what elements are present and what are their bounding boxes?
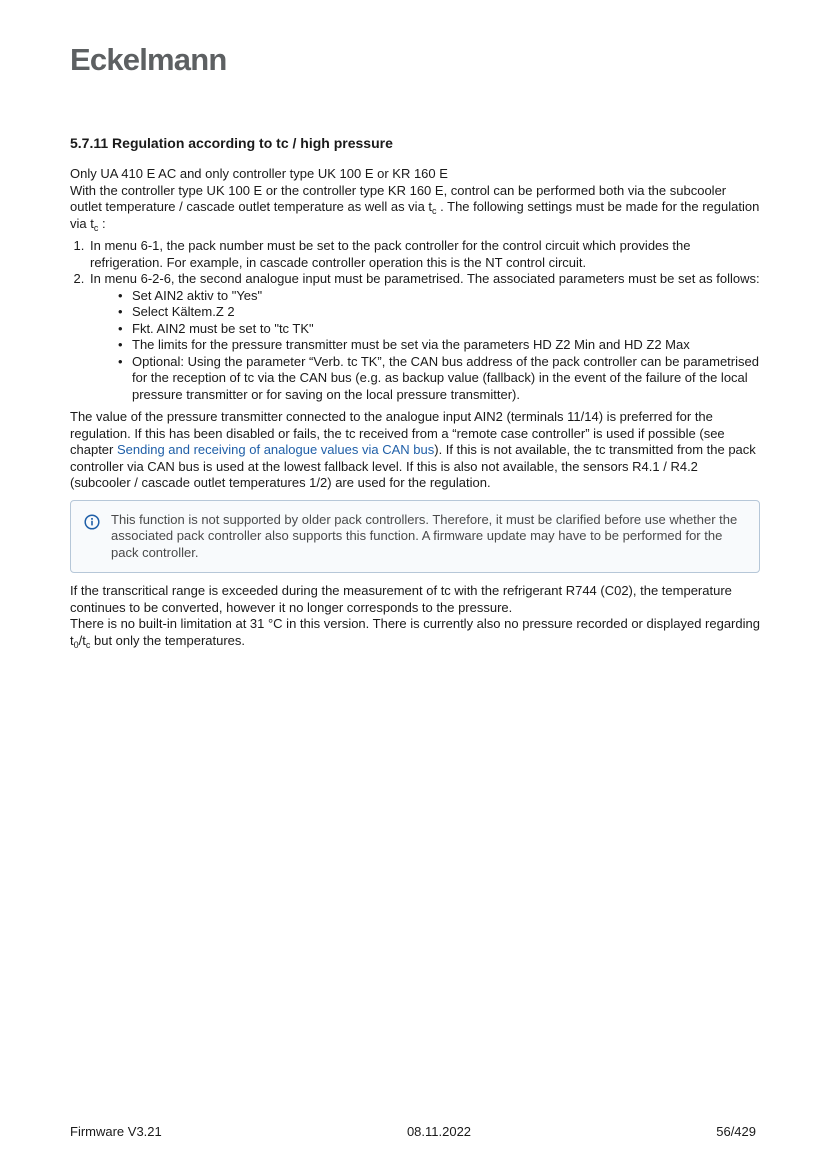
transcritical-line2: There is no built-in limitation at 31 °C in this version. There is currently also no pressure recorded or displayed regarding t <box>70 616 760 648</box>
intro-line2b: . The following settings must be made for the regulation via t <box>70 199 760 231</box>
fallback-text-end: ). If this is not available, the tc transmitted from the pack controller via CAN bus is used at the lowest fallback level. If this is also not available, the sensors R4.1 / R4.2 (subcooler / cascade outlet temperatures 1/2) are used for the regulation. <box>70 442 756 490</box>
step-text: In menu 6-2-6, the second analogue input must be parametrised. The associated parameters must be set as follows: <box>90 271 760 286</box>
document-content <box>70 134 760 655</box>
transcritical-line2-end: but only the temperatures. <box>90 632 246 648</box>
settings-steps <box>70 238 760 403</box>
can-bus-chapter-link[interactable]: Sending and receiving of analogue values via CAN bus <box>116 442 435 457</box>
intro-paragraph <box>70 166 760 232</box>
subscript-c: c <box>85 639 91 650</box>
section-heading: 5.7.11 Regulation according to tc / high pressure <box>70 135 393 151</box>
slash-t: /t <box>78 632 86 648</box>
bullet-item: • Set AIN2 aktiv to "Yes" <box>118 288 760 305</box>
subscript-c: c <box>432 206 437 216</box>
intro-line1: Only UA 410 E AC and only controller type UK 100 E or KR 160 E <box>70 166 448 181</box>
document-date: 08.11.2022 <box>406 1124 472 1139</box>
eckelmann-logo: Eckelmann <box>70 42 227 77</box>
subscript-c: c <box>93 222 99 233</box>
bullet-item: • The limits for the pressure transmitter must be set via the parameters HD Z2 Min and HD Z2 Max <box>118 337 760 354</box>
subscript-0: 0 <box>73 639 79 650</box>
step-item <box>88 238 760 271</box>
transcritical-paragraph <box>70 583 760 649</box>
intro-line2c: : <box>98 215 106 231</box>
parameter-list <box>90 288 760 404</box>
info-icon <box>84 514 100 530</box>
page-footer <box>70 1124 756 1139</box>
intro-line2a: With the controller type UK 100 E or the controller type KR 160 E, control can be performed both via the subcooler outlet temperature / cascade outlet temperature as well as via t <box>70 182 727 214</box>
bullet-item: • Select Kältem.Z 2 <box>118 304 760 321</box>
bullet-item: • Optional: Using the parameter “Verb. tc TK”, the CAN bus address of the pack controller can be parametrised for the reception of tc via the CAN bus (e.g. as backup value (fallback) in the event of the failure of the local pressure transmitter or for saving on the local pressure transmitter). <box>118 354 760 404</box>
page-number: 56/429 <box>716 1124 756 1139</box>
fallback-paragraph <box>70 409 760 492</box>
info-note <box>70 500 760 574</box>
transcritical-line1: If the transcritical range is exceeded during the measurement of tc with the refrigerant R744 (C02), the temperature continues to be converted, however it no longer corresponds to the pressure. <box>70 583 732 615</box>
step-text: In menu 6-1, the pack number must be set to the pack controller for the control circuit which provides the refrigeration. For example, in cascade controller operation this is the NT control circuit. <box>90 238 691 270</box>
bullet-item: • Fkt. AIN2 must be set to "tc TK" <box>118 321 760 338</box>
note-text: This function is not supported by older pack controllers. Therefore, it must be clarified before use whether the associated pack controller also supports this function. A firmware update may have to be performed for the pack controller. <box>111 511 738 560</box>
step-item <box>88 271 760 403</box>
firmware-version: Firmware V3.21 <box>70 1124 162 1139</box>
fallback-text-start: The value of the pressure transmitter connected to the analogue input AIN2 (terminals 11/14) is preferred for the regulation. If this has been disabled or fails, the tc received from a “remote case controller” is used if possible (see chapter <box>70 409 725 457</box>
